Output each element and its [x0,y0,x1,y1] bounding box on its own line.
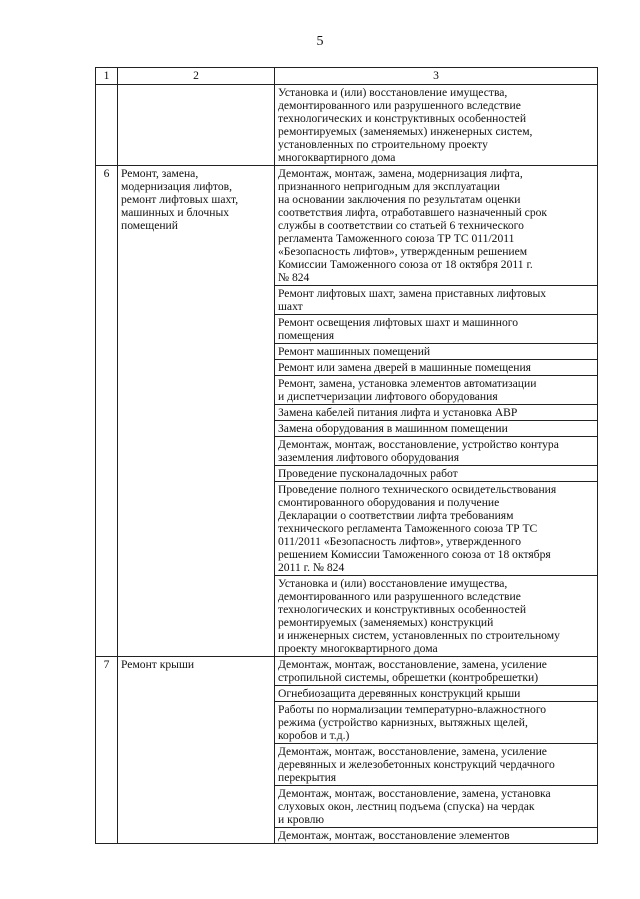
group-number: 7 [96,657,118,844]
page-number: 5 [316,34,324,49]
work-item: Работы по нормализации температурно-влажностного режима (устройство карнизных, вытяжных щелей, коробов и т.д.) [275,702,598,744]
work-item: Замена кабелей питания лифта и установка АВР [275,405,598,421]
work-item: Установка и (или) восстановление имущества, демонтированного или разрушенного вследствие технологических и конструктивных особенностей ремонтируемых (заменяемых) конструкций и инженерных систем, установленных по строительному проекту многоквартирного дома [275,576,598,657]
header-col-3: 3 [275,68,598,85]
group-row [96,657,598,686]
work-item: Демонтаж, монтаж, восстановление, замена, усиление стропильной системы, обрешетки (контробрешетки) [275,657,598,686]
work-item: Огнебиозащита деревянных конструкций крыши [275,686,598,702]
header-row [96,68,598,85]
work-item: Демонтаж, монтаж, восстановление элементов [275,828,598,844]
work-item: Ремонт или замена дверей в машинные помещения [275,360,598,376]
group-title: Ремонт, замена, модернизация лифтов, ремонт лифтовых шахт, машинных и блочных помещений [118,166,275,657]
group-row [96,166,598,286]
works-table [95,67,598,844]
continuation-row [96,85,598,166]
work-item: Проведение полного технического освидетельствования смонтированного оборудования и получение Декларации о соответствии лифта требованиям технического регламента Таможенного союза ТР ТС 011/2011 «Безопасность лифтов», утвержденного решением Комиссии Таможенного союза от 18 октября 2011 г. № 824 [275,482,598,576]
work-item: Ремонт освещения лифтовых шахт и машинного помещения [275,315,598,344]
continuation-number [96,85,118,166]
header-col-2: 2 [118,68,275,85]
work-item: Замена оборудования в машинном помещении [275,421,598,437]
work-item: Ремонт лифтовых шахт, замена приставных лифтовых шахт [275,286,598,315]
work-item: Демонтаж, монтаж, восстановление, замена, установка слуховых окон, лестниц подъема (спуска) на чердак и кровлю [275,786,598,828]
work-item: Проведение пусконаладочных работ [275,466,598,482]
work-item: Демонтаж, монтаж, замена, модернизация лифта, признанного непригодным для эксплуатации на основании заключения по результатам оценки соответствия лифта, отработавшего назначенный срок службы в соответствии со статьей 6 технического регламента Таможенного союза ТР ТС 011/2011 «Безопасность лифтов», утвержденным решением Комиссии Таможенного союза от 18 октября 2011 г. № 824 [275,166,598,286]
work-item: Ремонт машинных помещений [275,344,598,360]
work-item: Демонтаж, монтаж, восстановление, устройство контура заземления лифтового оборудования [275,437,598,466]
group-title: Ремонт крыши [118,657,275,844]
group-number: 6 [96,166,118,657]
work-item: Установка и (или) восстановление имущества, демонтированного или разрушенного вследствие технологических и конструктивных особенностей ремонтируемых (заменяемых) инженерных систем, установленных по строительному проекту многоквартирного дома [275,85,598,166]
work-item: Ремонт, замена, установка элементов автоматизации и диспетчеризации лифтового оборудования [275,376,598,405]
header-col-1: 1 [96,68,118,85]
work-item: Демонтаж, монтаж, восстановление, замена, усиление деревянных и железобетонных конструкций чердачного перекрытия [275,744,598,786]
continuation-title [118,85,275,166]
